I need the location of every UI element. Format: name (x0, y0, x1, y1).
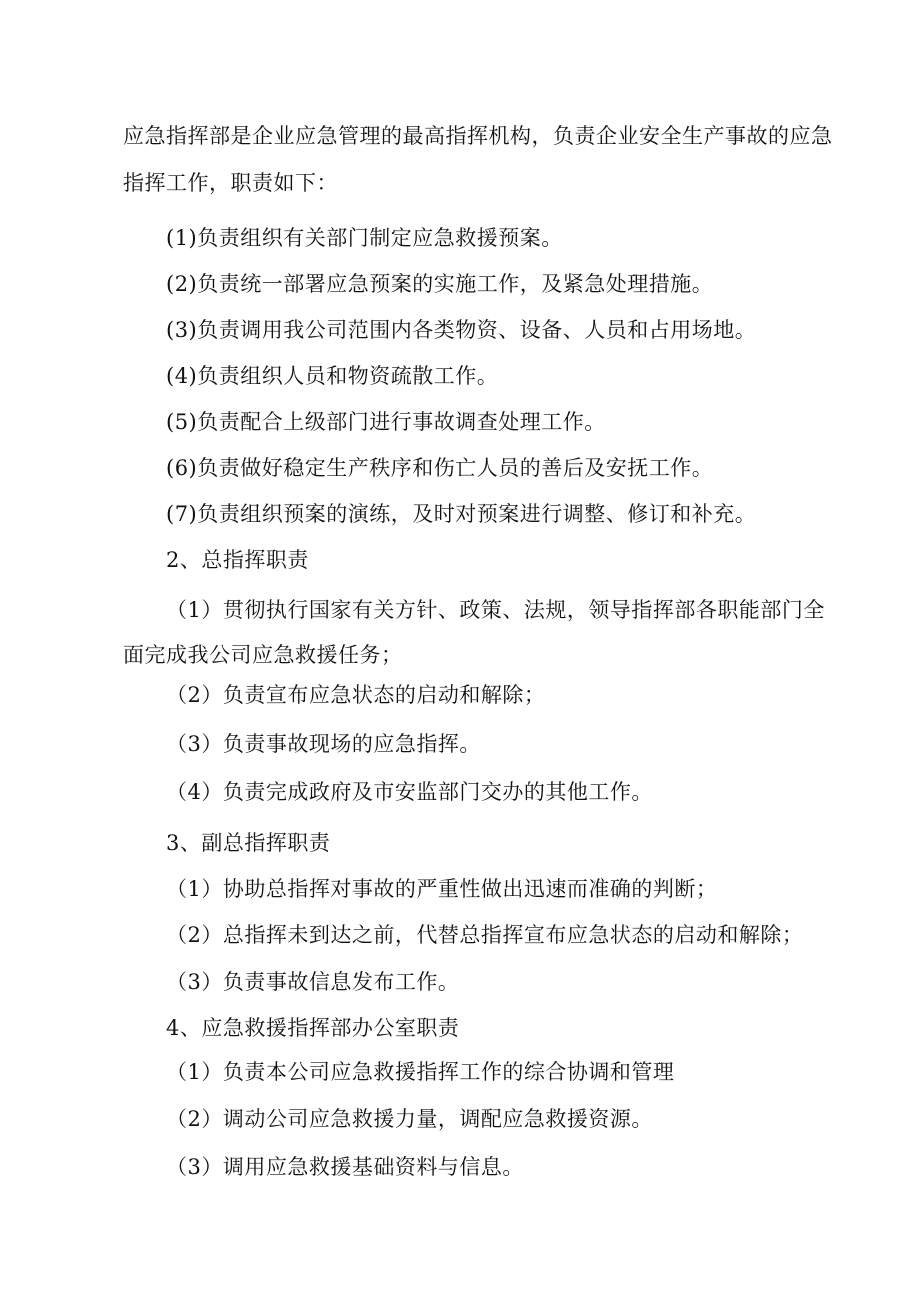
commander-item-1-line-2: 面完成我公司应急救援任务； (123, 643, 403, 667)
intro-line-1: 应急指挥部是企业应急管理的最高指挥机构，负责企业安全生产事故的应急 (123, 124, 833, 148)
commander-item-2: （2）负责宣布应急状态的启动和解除； (166, 683, 546, 707)
duty-item-5: (5)负责配合上级部门进行事故调查处理工作。 (166, 410, 606, 434)
commander-item-1-line-1: （1）贯彻执行国家有关方针、政策、法规，领导指挥部各职能部门全 (166, 598, 825, 622)
duty-item-4: (4)负责组织人员和物资疏散工作。 (166, 364, 499, 388)
duty-item-3: (3)负责调用我公司范围内各类物资、设备、人员和占用场地。 (166, 318, 757, 342)
duty-item-7: (7)负责组织预案的演练，及时对预案进行调整、修订和补充。 (166, 502, 757, 526)
commander-item-4: （4）负责完成政府及市安监部门交办的其他工作。 (166, 780, 653, 804)
section-heading-deputy: 3、副总指挥职责 (166, 831, 331, 855)
duty-item-6: (6)负责做好稳定生产秩序和伤亡人员的善后及安抚工作。 (166, 456, 714, 480)
deputy-item-1: （1）协助总指挥对事故的严重性做出迅速而准确的判断； (166, 877, 718, 901)
deputy-item-2: （2）总指挥未到达之前，代替总指挥宣布应急状态的启动和解除； (166, 923, 804, 947)
section-heading-commander: 2、总指挥职责 (166, 548, 309, 572)
duty-item-1: (1)负责组织有关部门制定应急救援预案。 (166, 226, 563, 250)
duty-item-2: (2)负责统一部署应急预案的实施工作，及紧急处理措施。 (166, 272, 714, 296)
intro-line-2: 指挥工作，职责如下： (123, 171, 338, 195)
commander-item-3: （3）负责事故现场的应急指挥。 (166, 732, 481, 756)
office-item-1: （1）负责本公司应急救援指挥工作的综合协调和管理 (166, 1060, 675, 1084)
section-heading-office: 4、应急救援指挥部办公室职责 (166, 1016, 460, 1040)
office-item-2: （2）调动公司应急救援力量，调配应急救援资源。 (166, 1107, 653, 1131)
deputy-item-3: （3）负责事故信息发布工作。 (166, 970, 460, 994)
office-item-3: （3）调用应急救援基础资料与信息。 (166, 1155, 524, 1179)
